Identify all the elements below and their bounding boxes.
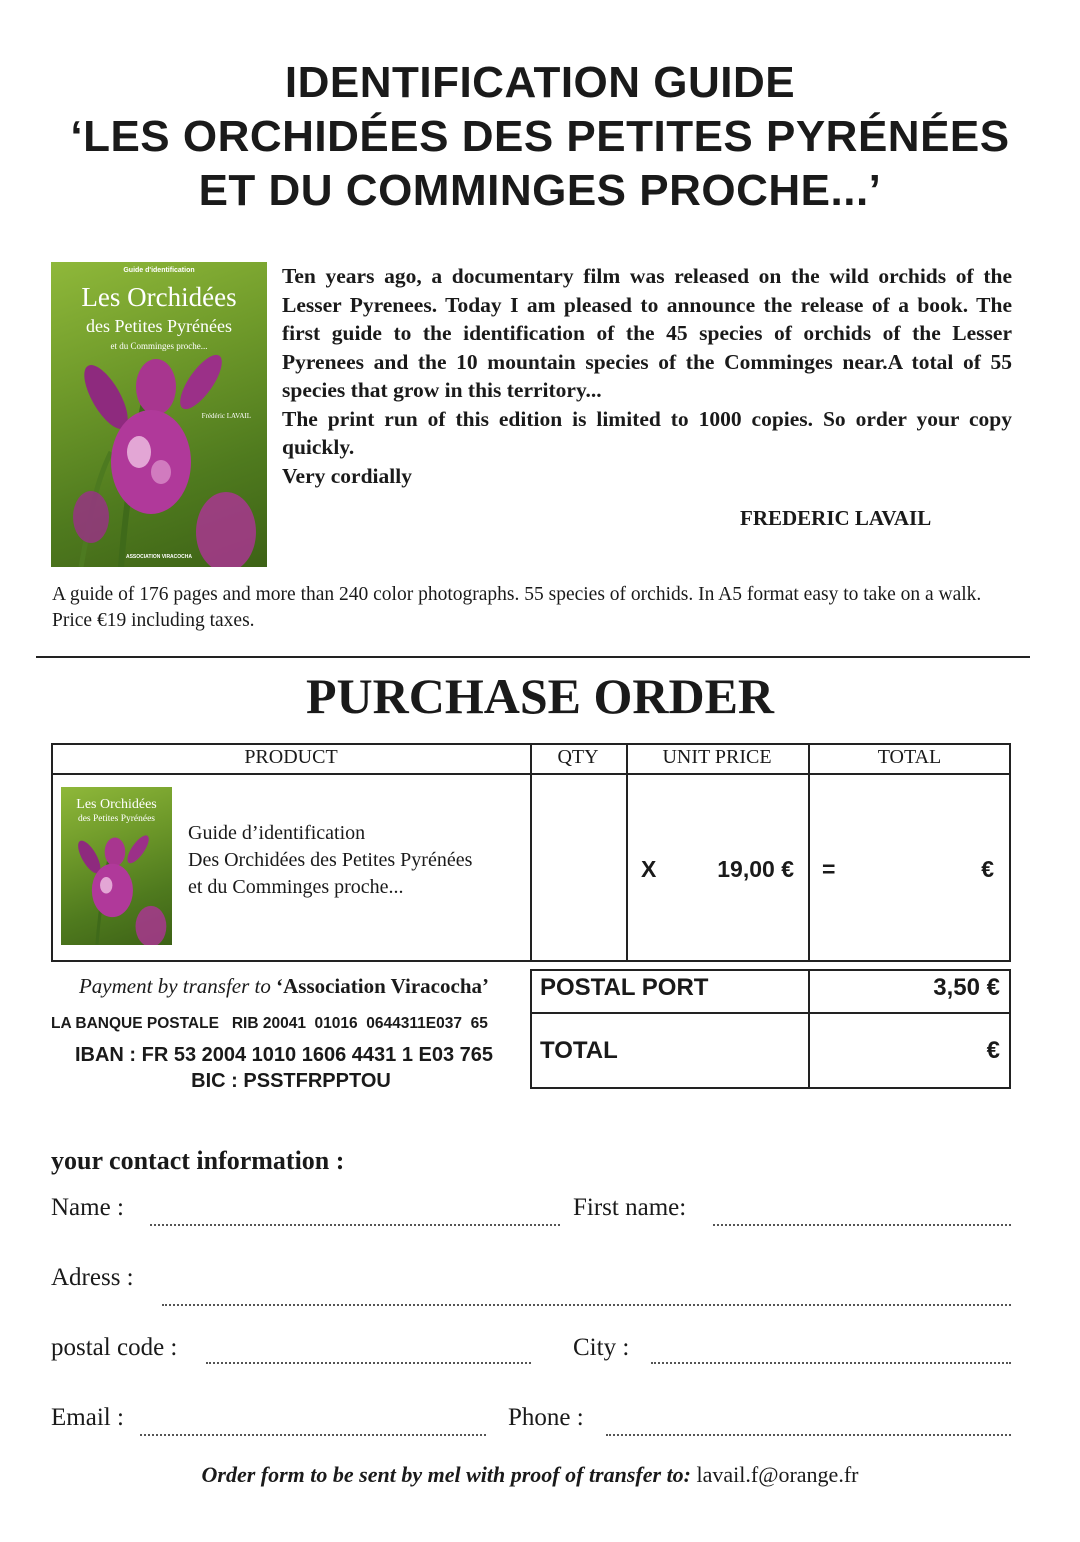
first-name-label: First name:: [573, 1194, 687, 1221]
column-header-unit-price: UNIT PRICE: [662, 746, 772, 768]
postal-port-label: POSTAL PORT: [540, 974, 709, 1001]
column-divider: [530, 743, 532, 962]
equals-sign: =: [822, 856, 836, 882]
totals-divider: [530, 1012, 1011, 1014]
name-label: Name :: [51, 1194, 124, 1221]
product-description-line-3: et du Comminges proche...: [188, 876, 404, 898]
cover-subtitle: des Petites Pyrénées: [86, 316, 232, 336]
product-description: [188, 820, 472, 901]
cover-publisher: ASSOCIATION VIRACOCHA: [125, 554, 193, 560]
cover-subtitle-2: et du Comminges proche...: [110, 341, 208, 351]
email-label: Email :: [51, 1404, 124, 1431]
column-header-total: TOTAL: [877, 746, 942, 768]
grand-total-value: €: [986, 1037, 1000, 1064]
purchase-order-title: PURCHASE ORDER: [305, 668, 775, 724]
unit-price-value: 19,00 €: [717, 856, 794, 882]
column-header-qty: QTY: [557, 746, 599, 768]
thumbnail-subtitle: des Petites Pyrénées: [77, 814, 156, 824]
signature: FREDERIC LAVAIL: [740, 506, 932, 530]
footer-instruction: [0, 1462, 1060, 1488]
product-description-line-2: Des Orchidées des Petites Pyrénées: [188, 849, 473, 871]
book-cover-image: [51, 262, 267, 567]
bank-name: LA BANQUE POSTALE: [51, 1015, 219, 1032]
payment-payee: ‘Association Viracocha’: [276, 974, 490, 998]
payment-prefix: Payment by transfer to: [78, 974, 277, 998]
email-field[interactable]: [140, 1434, 486, 1436]
document-title: [0, 56, 1080, 218]
product-description-line-1: Guide d’identification: [188, 822, 366, 844]
intro-text: [282, 262, 1012, 490]
phone-label: Phone :: [508, 1404, 584, 1431]
city-field[interactable]: [651, 1362, 1011, 1364]
iban: IBAN : FR 53 2004 1010 1606 4431 1 E03 765: [74, 1044, 494, 1066]
address-field[interactable]: [162, 1304, 1011, 1306]
rib-number: RIB 20041 01016 0644311E037 65: [231, 1015, 488, 1032]
thumbnail-title: Les Orchidées: [76, 797, 157, 812]
footer-email-link[interactable]: lavail.f@orange.fr: [696, 1462, 859, 1487]
contact-heading: your contact information :: [51, 1146, 345, 1175]
bank-details: [51, 1015, 488, 1033]
grand-total-label: TOTAL: [540, 1037, 618, 1064]
cover-title: Les Orchidées: [81, 282, 237, 312]
totals-column-divider: [808, 969, 810, 1089]
footer-text: Order form to be sent by mel with proof of transfer to:: [201, 1462, 692, 1487]
title-line-3: ET DU COMMINGES PROCHE...’: [198, 166, 882, 215]
postal-code-label: postal code :: [51, 1334, 178, 1361]
title-line-1: IDENTIFICATION GUIDE: [284, 58, 796, 107]
phone-field[interactable]: [606, 1434, 1011, 1436]
column-divider: [808, 743, 810, 962]
intro-closing: Very cordially: [282, 463, 412, 488]
section-divider: [36, 656, 1030, 658]
city-label: City :: [573, 1334, 630, 1361]
multiply-sign: X: [641, 856, 657, 882]
book-summary: A guide of 176 pages and more than 240 color photographs. 55 species of orchids. In A5 format easy to take on a walk. Price €19 including taxes.: [52, 584, 982, 631]
row-total-currency: €: [981, 856, 994, 882]
intro-paragraph: Ten years ago, a documentary film was released on the wild orchids of the Lesser Pyrenees. Today I am pleased to announce the release of a book. The first guide to the identification of the 45 species of orchids of the Lesser Pyrenees and the 10 mountain species of the Comminges near.A total of 55 species that grow in this territory...: [282, 264, 1012, 402]
cover-author: Frédéric LAVAIL: [201, 412, 251, 420]
address-label: Adress :: [51, 1264, 134, 1291]
bic: BIC : PSSTFRPPTOU: [191, 1070, 391, 1092]
cover-kicker: Guide d'identification: [123, 267, 195, 274]
product-thumbnail: [61, 787, 172, 945]
column-header-product: PRODUCT: [244, 746, 338, 768]
postal-port-value: 3,50 €: [933, 974, 1000, 1001]
intro-print-run: The print run of this edition is limited to 1000 copies. So order your copy quickly.: [282, 406, 1012, 459]
column-divider: [626, 743, 628, 962]
title-line-2: ‘LES ORCHIDÉES DES PETITES PYRÉNÉES: [70, 112, 1010, 161]
postal-code-field[interactable]: [206, 1362, 531, 1364]
payment-line: [51, 974, 517, 999]
first-name-field[interactable]: [713, 1224, 1011, 1226]
name-field[interactable]: [150, 1224, 560, 1226]
